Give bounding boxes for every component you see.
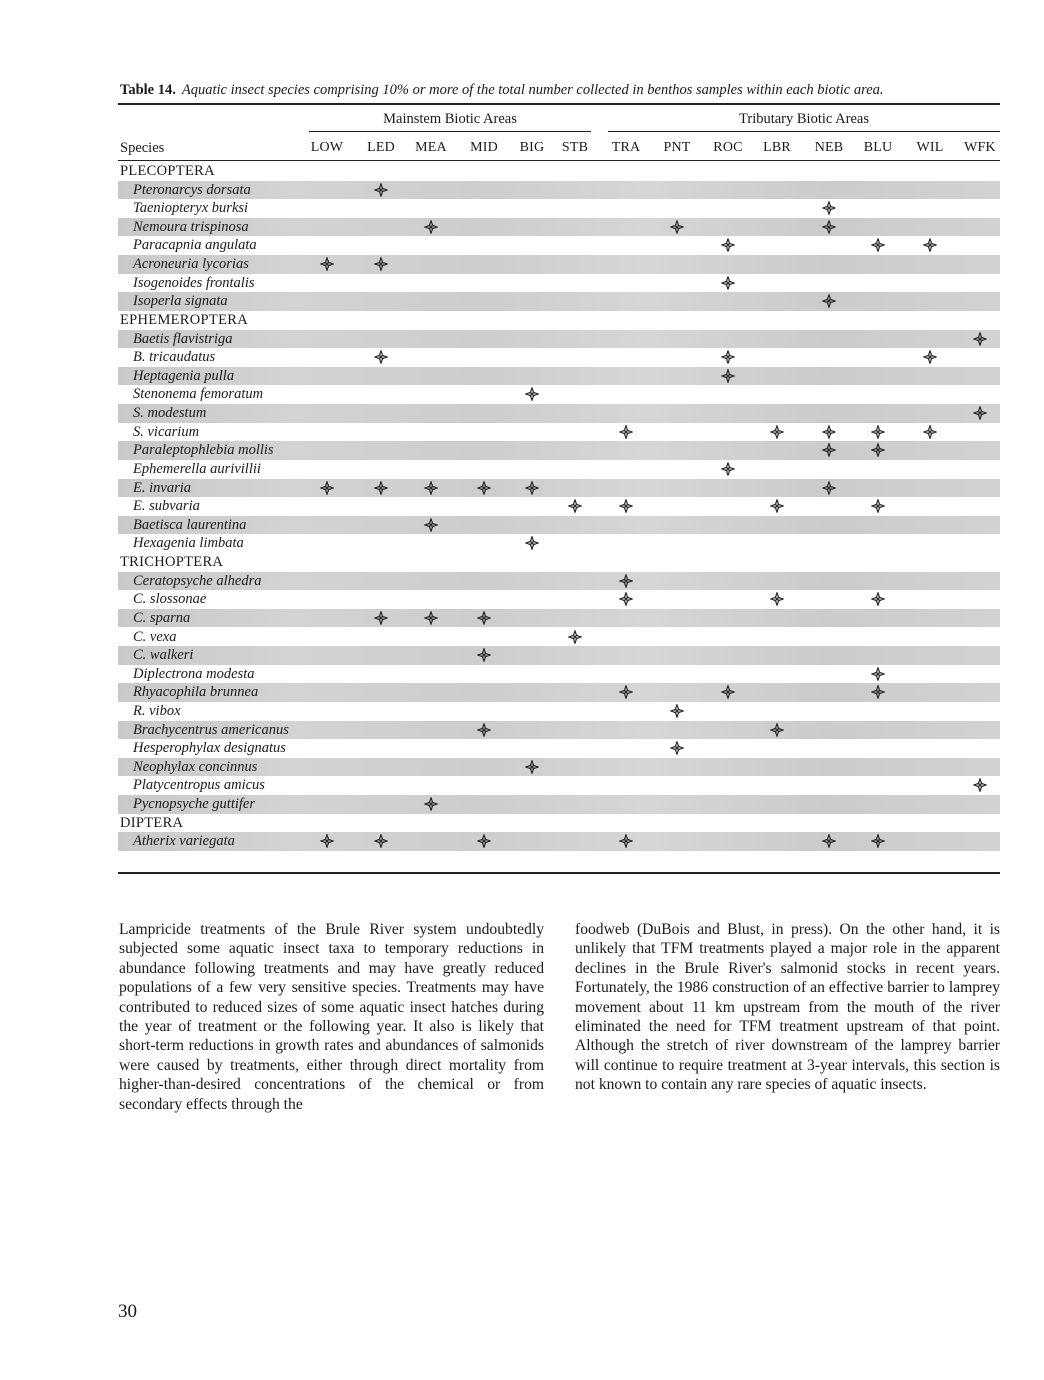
order-heading-row	[118, 162, 1000, 181]
table-row	[118, 404, 1000, 423]
table-row	[118, 255, 1000, 274]
species-name: E. invaria	[133, 479, 191, 496]
four-point-star-icon	[619, 834, 633, 848]
table-row	[118, 479, 1000, 498]
order-name: DIPTERA	[120, 814, 184, 831]
table-row	[118, 385, 1000, 404]
four-point-star-icon	[871, 425, 885, 439]
four-point-star-icon	[477, 648, 491, 662]
species-name: Baetisca laurentina	[133, 516, 247, 533]
table-row	[118, 181, 1000, 200]
page-number: 30	[118, 1301, 137, 1322]
column-header-low: LOW	[310, 140, 344, 155]
four-point-star-icon	[424, 611, 438, 625]
four-point-star-icon	[822, 201, 836, 215]
species-name: Brachycentrus americanus	[133, 721, 289, 738]
four-point-star-icon	[822, 481, 836, 495]
four-point-star-icon	[320, 257, 334, 271]
four-point-star-icon	[477, 723, 491, 737]
table-row	[118, 274, 1000, 293]
column-header-stb: STB	[561, 140, 589, 155]
four-point-star-icon	[871, 834, 885, 848]
table-row	[118, 832, 1000, 851]
four-point-star-icon	[619, 685, 633, 699]
header-bottom-rule	[118, 160, 1000, 161]
column-header-wil: WIL	[916, 140, 944, 155]
species-column-header: Species	[120, 140, 165, 156]
table-row	[118, 702, 1000, 721]
four-point-star-icon	[424, 797, 438, 811]
group-rule-mainstem	[309, 131, 591, 132]
group-rule-tributary	[608, 131, 1000, 132]
four-point-star-icon	[822, 443, 836, 457]
species-name: S. modestum	[133, 405, 207, 422]
four-point-star-icon	[721, 238, 735, 252]
four-point-star-icon	[770, 425, 784, 439]
four-point-star-icon	[721, 462, 735, 476]
four-point-star-icon	[973, 332, 987, 346]
table-row	[118, 590, 1000, 609]
table-row	[118, 721, 1000, 740]
group-header-mainstem: Mainstem Biotic Areas	[383, 111, 517, 127]
species-name: S. vicarium	[133, 423, 200, 440]
column-header-led: LED	[367, 140, 395, 155]
column-header-roc: ROC	[713, 140, 743, 155]
species-name: C. sparna	[133, 609, 191, 626]
four-point-star-icon	[477, 611, 491, 625]
table-row	[118, 292, 1000, 311]
table-row	[118, 646, 1000, 665]
species-name: Baetis flavistriga	[133, 330, 233, 347]
species-name: Rhyacophila brunnea	[133, 684, 259, 701]
four-point-star-icon	[619, 592, 633, 606]
group-header-tributary: Tributary Biotic Areas	[739, 111, 869, 127]
species-name: Atherix variegata	[133, 833, 235, 850]
four-point-star-icon	[424, 481, 438, 495]
table-bottom-rule	[118, 872, 1000, 874]
column-header-tra: TRA	[611, 140, 641, 155]
four-point-star-icon	[374, 257, 388, 271]
body-paragraph-left: Lampricide treatments of the Brule River system undoubtedly subjected some aquatic insect taxa to temporary reductions in abundance following treatments and may have greatly reduced populations of a few very sensitive species. Treatments may have contributed to reduced sizes of some aquatic insect hatches during the year of treatment or the following year. It also is likely that short-term reductions in growth rates and abundances of salmonids were caused by treatments, either through direct mortality from higher-than-desired concentrations of the chemical or from secondary effects through the	[119, 921, 544, 1113]
four-point-star-icon	[525, 387, 539, 401]
four-point-star-icon	[568, 499, 582, 513]
table-row	[118, 218, 1000, 237]
four-point-star-icon	[525, 536, 539, 550]
four-point-star-icon	[374, 834, 388, 848]
species-name: Pteronarcys dorsata	[133, 181, 251, 198]
species-name: Nemoura trispinosa	[133, 218, 249, 235]
column-header-blu: BLU	[863, 140, 893, 155]
four-point-star-icon	[923, 425, 937, 439]
four-point-star-icon	[871, 238, 885, 252]
species-name: C. vexa	[133, 628, 177, 645]
column-header-wfk: WFK	[964, 140, 996, 155]
four-point-star-icon	[670, 704, 684, 718]
column-header-neb: NEB	[814, 140, 844, 155]
four-point-star-icon	[871, 667, 885, 681]
four-point-star-icon	[770, 723, 784, 737]
species-name: Diplectrona modesta	[133, 665, 255, 682]
four-point-star-icon	[923, 238, 937, 252]
table-row	[118, 758, 1000, 777]
table-row	[118, 628, 1000, 647]
four-point-star-icon	[923, 350, 937, 364]
species-name: B. tricaudatus	[133, 349, 216, 366]
four-point-star-icon	[525, 481, 539, 495]
species-name: E. subvaria	[133, 498, 200, 515]
table-row	[118, 776, 1000, 795]
species-name: Pycnopsyche guttifer	[133, 796, 255, 813]
four-point-star-icon	[619, 425, 633, 439]
four-point-star-icon	[721, 685, 735, 699]
four-point-star-icon	[619, 499, 633, 513]
order-heading-row	[118, 814, 1000, 833]
species-name: C. slossonae	[133, 591, 207, 608]
body-paragraph-right: foodweb (DuBois and Blust, in press). On the other hand, it is unlikely that TFM treatments played a major role in the apparent declines in the Brule River's salmonid stocks in recent years. Fortunately, the 1986 construction of an effective barrier to lamprey movement about 11 km upstream from the mouth of the river eliminated the need for TFM treatment upstream of that point. Although the stretch of river downstream of the lamprey barrier will continue to require treatment at 3-year intervals, this section is not known to contain any rare species of aquatic insects.	[575, 921, 1000, 1094]
four-point-star-icon	[374, 481, 388, 495]
four-point-star-icon	[525, 760, 539, 774]
four-point-star-icon	[568, 630, 582, 644]
table-row	[118, 199, 1000, 218]
species-name: Ceratopsyche alhedra	[133, 572, 262, 589]
species-name: Neophylax concinnus	[133, 758, 258, 775]
column-header-mea: MEA	[415, 140, 447, 155]
table-caption-text: Aquatic insect species comprising 10% or more of the total number collected in benthos samples within each biotic area.	[181, 82, 884, 98]
species-name: Isogenoides frontalis	[133, 274, 255, 291]
species-name: Taeniopteryx burksi	[133, 200, 249, 217]
column-header-mid: MID	[470, 140, 498, 155]
four-point-star-icon	[619, 574, 633, 588]
four-point-star-icon	[477, 834, 491, 848]
species-name: Isoperla signata	[133, 293, 228, 310]
four-point-star-icon	[871, 685, 885, 699]
column-header-big: BIG	[519, 140, 545, 155]
species-name: R. vibox	[133, 702, 181, 719]
table-row	[118, 367, 1000, 386]
four-point-star-icon	[822, 425, 836, 439]
four-point-star-icon	[477, 481, 491, 495]
order-heading-row	[118, 311, 1000, 330]
table-row	[118, 739, 1000, 758]
order-heading-row	[118, 553, 1000, 572]
table-row	[118, 348, 1000, 367]
table-row	[118, 665, 1000, 684]
order-name: EPHEMEROPTERA	[120, 311, 248, 328]
species-name: Hesperophylax designatus	[133, 740, 286, 757]
four-point-star-icon	[374, 611, 388, 625]
table-row	[118, 572, 1000, 591]
species-name: C. walkeri	[133, 647, 194, 664]
four-point-star-icon	[822, 834, 836, 848]
four-point-star-icon	[424, 220, 438, 234]
four-point-star-icon	[374, 350, 388, 364]
four-point-star-icon	[320, 481, 334, 495]
four-point-star-icon	[871, 592, 885, 606]
species-name: Hexagenia limbata	[133, 535, 244, 552]
species-name: Acroneuria lycorias	[133, 256, 249, 273]
four-point-star-icon	[670, 741, 684, 755]
four-point-star-icon	[770, 499, 784, 513]
table-row	[118, 460, 1000, 479]
species-name: Stenonema femoratum	[133, 386, 264, 403]
four-point-star-icon	[424, 518, 438, 532]
four-point-star-icon	[871, 443, 885, 457]
species-name: Platycentropus amicus	[133, 777, 265, 794]
four-point-star-icon	[721, 350, 735, 364]
four-point-star-icon	[320, 834, 334, 848]
species-name: Paracapnia angulata	[133, 237, 257, 254]
four-point-star-icon	[871, 499, 885, 513]
table-caption	[120, 82, 1000, 99]
four-point-star-icon	[670, 220, 684, 234]
four-point-star-icon	[770, 592, 784, 606]
table-row	[118, 683, 1000, 702]
table-row	[118, 497, 1000, 516]
species-name: Heptagenia pulla	[133, 367, 235, 384]
column-header-lbr: LBR	[763, 140, 791, 155]
table-row	[118, 795, 1000, 814]
order-name: TRICHOPTERA	[120, 554, 224, 571]
four-point-star-icon	[822, 220, 836, 234]
table-label: Table 14.	[120, 82, 176, 98]
four-point-star-icon	[721, 369, 735, 383]
four-point-star-icon	[721, 276, 735, 290]
table-row	[118, 609, 1000, 628]
four-point-star-icon	[822, 294, 836, 308]
order-name: PLECOPTERA	[120, 163, 215, 179]
column-header-pnt: PNT	[663, 140, 691, 155]
species-name: Ephemerella aurivillii	[133, 460, 261, 477]
table-row	[118, 534, 1000, 553]
table-row	[118, 236, 1000, 255]
four-point-star-icon	[973, 778, 987, 792]
table-row	[118, 423, 1000, 442]
table-row	[118, 330, 1000, 349]
table-row	[118, 441, 1000, 460]
four-point-star-icon	[374, 183, 388, 197]
species-name: Paraleptophlebia mollis	[133, 442, 274, 459]
four-point-star-icon	[973, 406, 987, 420]
table-row	[118, 516, 1000, 535]
table-top-rule	[118, 103, 1000, 105]
